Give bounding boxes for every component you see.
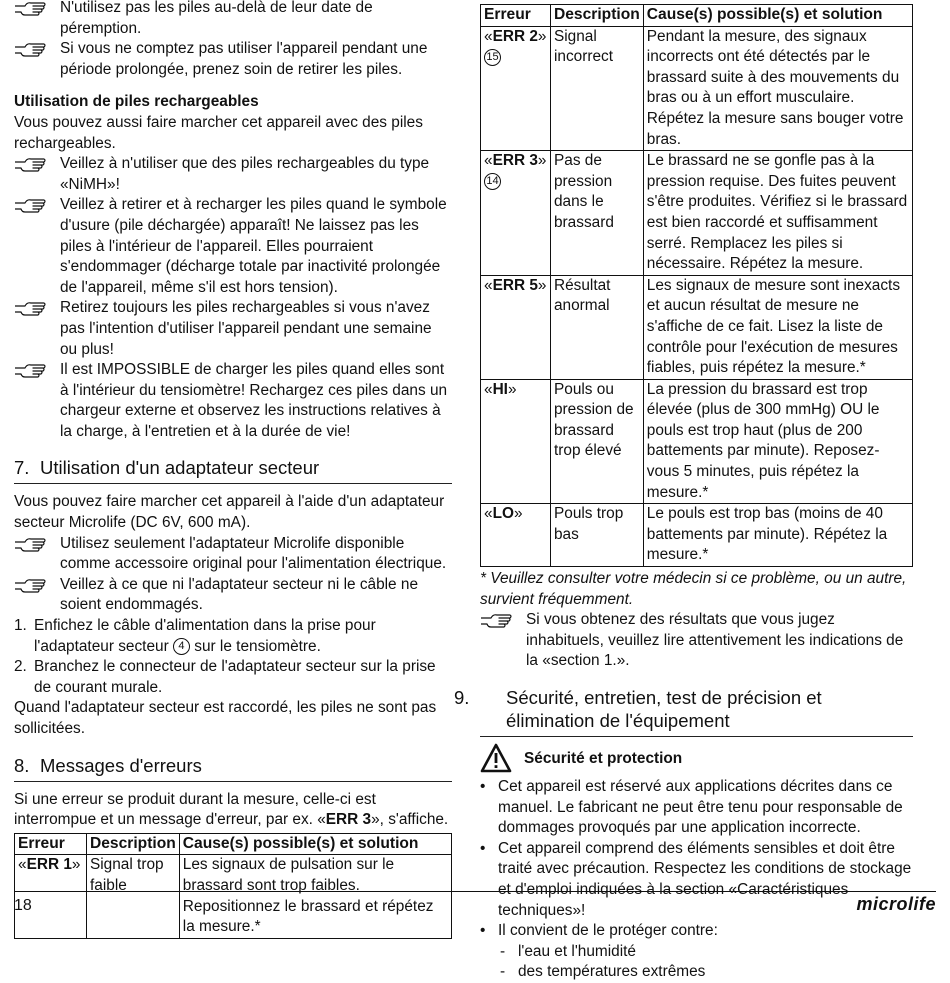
pointing-hand-icon [14,197,48,215]
error-cause: La pression du brassard est trop élevée (plus de 300 mmHg) OU le pouls est trop haut (plus de 200 battements par minute). Reposez-vous 5 minutes, puis répétez la mesure.* [643,379,912,504]
pointing-hand-icon [14,300,48,318]
error-description: Pouls trop bas [551,504,644,567]
tip: Il est IMPOSSIBLE de charger les piles quand elles sont à l'intérieur du tensiomètre! Rechargez ces piles dans un chargeur externe et observez les instructions relatives à la charge, à l'entretien et à la durée de vie! [14,360,452,442]
bullet-item: • Cet appareil comprend des éléments sensibles et doit être traité avec précaution. Respectez les conditions de stockage et d'emploi indiquées à la section «Caractéristiques techniques»! [480,839,913,921]
col-header-description: Description [87,833,180,855]
section-7-intro: Vous pouvez faire marcher cet appareil à l'aide d'un adaptateur secteur Microlife (DC 6V, 600 mA). [14,493,445,532]
right-column [454,0,913,983]
error-code: «LO» [481,504,551,567]
error-cause: Les signaux de pulsation sur le brassard sont trop faibles. Repositionnez le brassard et répétez la mesure.* [179,855,451,938]
tip: Si vous ne comptez pas utiliser l'appareil pendant une période prolongée, prenez soin de retirer les piles. [14,39,452,80]
col-header-description: Description [551,5,644,27]
pointing-hand-icon [14,362,48,380]
brand-logo: microlife [856,894,936,914]
error-description: Pas de pression dans le brassard [551,151,644,276]
ref-circle: 14 [484,173,501,190]
bullet-item: • Il convient de le protéger contre: [480,921,913,942]
pointing-hand-icon [14,536,48,554]
error-cause: Pendant la mesure, des signaux incorrects ont été détectés par le brassard suite à des mouvements du bras ou à un effort musculaire. Répétez la mesure sans bouger votre bras. [643,26,912,151]
step-1: 1. Enfichez le câble d'alimentation dans la prise pour l'adaptateur secteur 4 sur le tensiomètre. [14,617,376,655]
ref-circle: 4 [173,638,190,655]
section-9-heading: 9. Sécurité, entretien, test de précision et élimination de l'équipement [480,686,913,737]
error-cause: Le pouls est trop bas (moins de 40 battements par minute). Répétez la mesure.* [643,504,912,567]
table-row [481,379,913,504]
section-8-heading: 8. Messages d'erreurs [14,754,452,782]
dash-item: - des températures extrêmes [480,962,913,983]
col-header-cause: Cause(s) possible(s) et solution [643,5,912,27]
warning-triangle-icon [480,743,512,773]
section-8-intro: Si une erreur se produit durant la mesure, celle-ci est interrompue et un message d'erreur, par ex. «ERR 3», s'affiche. [14,790,449,829]
tip: Utilisez seulement l'adaptateur Microlife disponible comme accessoire original pour l'alimentation électrique. [14,534,452,575]
error-table-part1 [14,833,452,939]
tip: N'utilisez pas les piles au-delà de leur date de péremption. [14,0,452,39]
pointing-hand-icon [14,41,48,59]
table-row [481,504,913,567]
pointing-hand-icon [480,612,514,630]
col-header-cause: Cause(s) possible(s) et solution [179,833,451,855]
safety-heading: Sécurité et protection [480,741,913,777]
pointing-hand-icon [14,577,48,595]
ref-circle: 15 [484,49,501,66]
tip: Veillez à n'utiliser que des piles rechargeables du type «NiMH»! [14,154,452,195]
col-header-error: Erreur [481,5,551,27]
tip: Si vous obtenez des résultats que vous jugez inhabituels, veuillez lire attentivement les indications de la «section 1.». [480,610,913,672]
error-description: Pouls ou pression de brassard trop élevé [551,379,644,504]
page-number: 18 [14,897,32,914]
pointing-hand-icon [14,156,48,174]
tip: Retirez toujours les piles rechargeables si vous n'avez pas l'intention d'utiliser l'appareil pendant une semaine ou plus! [14,298,452,360]
dash-item: - l'eau et l'humidité [480,942,913,963]
error-cause: Le brassard ne se gonfle pas à la pression requise. Des fuites peuvent s'être produites. Vérifiez si le brassard est bien raccordé et suffisamment serré. Remplacez les piles si nécessaire. Répétez la mesure. [643,151,912,276]
error-table-part2 [480,4,913,567]
error-cause: Les signaux de mesure sont inexacts et aucun résultat de mesure ne s'affiche de ce fait. Lisez la liste de contrôle pour l'exécution de mesures fiables, puis répétez la mesure.* [643,275,912,379]
col-header-error: Erreur [15,833,87,855]
section-7-heading: 7. Utilisation d'un adaptateur secteur [14,456,452,484]
error-code: «ERR 3» 14 [481,151,551,276]
error-code: «HI» [481,379,551,504]
table-header-row [15,833,452,855]
rechargeable-intro: Vous pouvez aussi faire marcher cet appareil avec des piles rechargeables. [14,113,423,152]
table-header-row [481,5,913,27]
table-row [481,151,913,276]
bullet-item: • Cet appareil est réservé aux applications décrites dans ce manuel. Le fabricant ne peut être tenu pour responsable de dommages provoqués par une application incorrecte. [480,777,913,839]
table-row [481,275,913,379]
table-footnote: * Veuillez consulter votre médecin si ce problème, ou un autre, survient fréquemment. [480,570,907,608]
tip: Veillez à ce que ni l'adaptateur secteur ni le câble ne soient endommagés. [14,575,452,616]
table-row [481,26,913,151]
left-column [14,0,452,939]
error-description: Signal trop faible [87,855,180,938]
rechargeable-heading: Utilisation de piles rechargeables [14,93,259,111]
section-7-outro: Quand l'adaptateur secteur est raccordé, les piles ne sont pas sollicitées. [14,699,437,737]
error-description: Résultat anormal [551,275,644,379]
tip: Veillez à retirer et à recharger les piles quand le symbole d'usure (pile déchargée) apparaît! Ne laissez pas les piles à l'intérieur de l'appareil. Elles pourraient s'endommager (décharge totale par inactivité prolongée de l'appareil, même s'il est hors tension). [14,195,452,298]
step-2: 2. Branchez le connecteur de l'adaptateur secteur sur la prise de courant murale. [14,658,436,696]
page-footer [14,891,936,922]
error-code: «ERR 2» 15 [481,26,551,151]
error-description: Signal incorrect [551,26,644,151]
error-code: «ERR 1» [15,855,87,938]
pointing-hand-icon [14,0,48,18]
error-code: «ERR 5» [481,275,551,379]
